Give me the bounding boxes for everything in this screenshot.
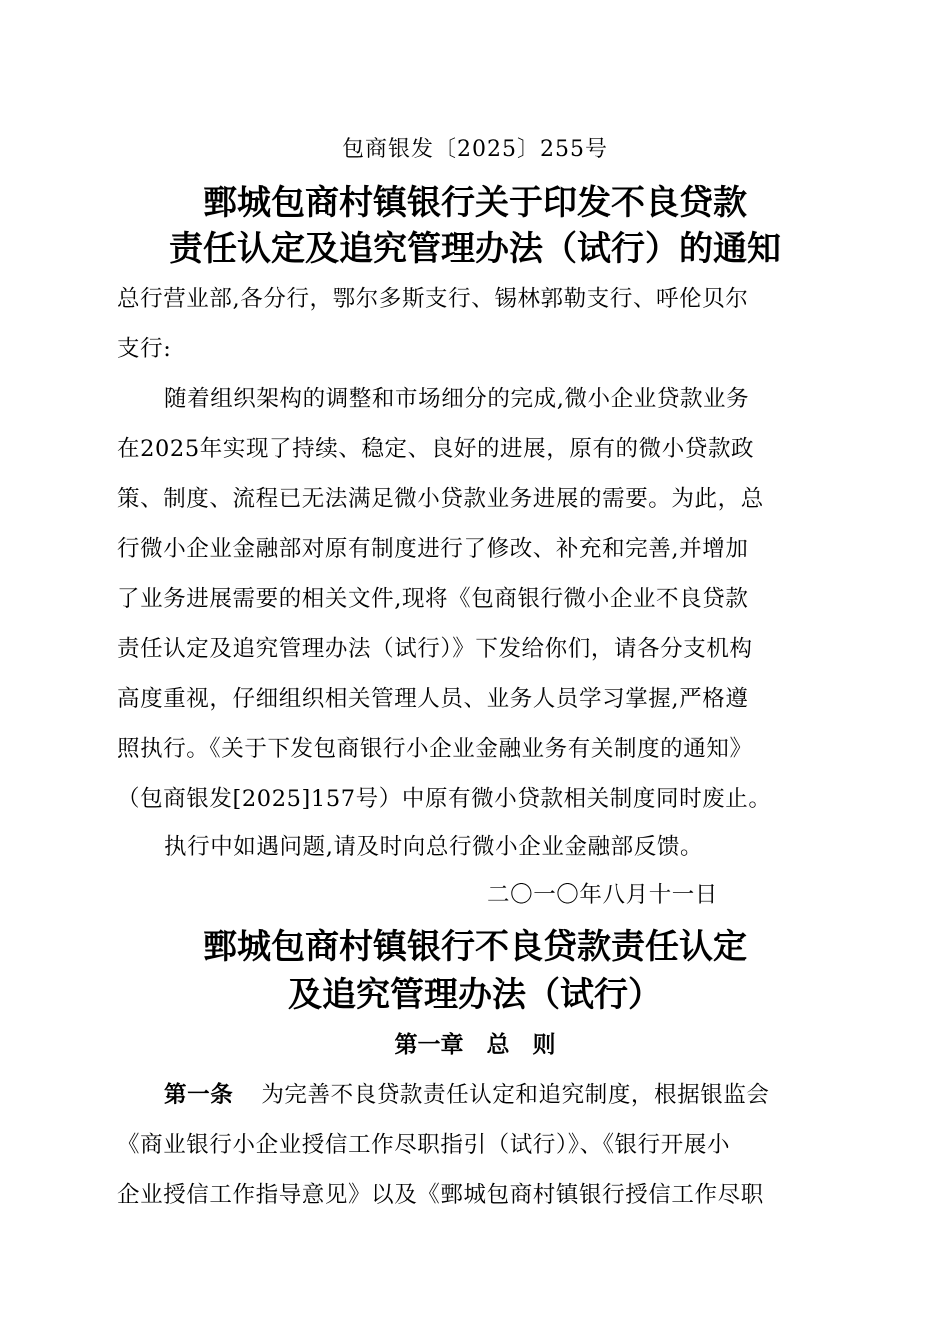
body-line: 照执行。《关于下发包商银行小企业金融业务有关制度的通知》 (117, 736, 753, 762)
body-line: 了业务进展需要的相关文件,现将《包商银行微小企业不良贷款 (117, 586, 749, 612)
chapter-heading: 第一章 总 则 (394, 1032, 556, 1058)
recipients-line-1: 总行营业部,各分行，鄂尔多斯支行、锡林郭勒支行、呼伦贝尔 (117, 286, 749, 312)
body-line: 高度重视，仔细组织相关管理人员、业务人员学习掌握,严格遵 (117, 686, 749, 712)
article-1-label: 第一条 (164, 1082, 234, 1108)
article-1-line-2: 《商业银行小企业授信工作尽职指引（试行）》、《银行开展小 (117, 1132, 731, 1158)
body-line: 在2025年实现了持续、稳定、良好的进展，原有的微小贷款政 (117, 436, 755, 462)
body-line: 责任认定及追究管理办法（试行）》下发给你们，请各分支机构 (117, 636, 753, 662)
article-1-line-3: 企业授信工作指导意见》以及《鄄城包商村镇银行授信工作尽职 (117, 1182, 764, 1208)
article-1-text: 为完善不良贷款责任认定和追究制度，根据银监会 (261, 1082, 770, 1108)
document-number: 包商银发〔2025〕255号 (342, 137, 608, 162)
body-line: 策、制度、流程已无法满足微小贷款业务进展的需要。为此，总 (117, 486, 764, 512)
feedback-line: 执行中如遇问题,请及时向总行微小企业金融部反馈。 (164, 834, 704, 860)
notice-title-line-1: 鄄城包商村镇银行关于印发不良贷款 (203, 183, 747, 223)
article-1-line-1 (164, 1078, 770, 1112)
body-line: 随着组织架构的调整和市场细分的完成,微小企业贷款业务 (164, 386, 750, 412)
notice-title-line-2: 责任认定及追究管理办法（试行）的通知 (169, 229, 781, 269)
body-line: （包商银发[2025]157号）中原有微小贷款相关制度同时废止。 (117, 786, 772, 812)
notice-date: 二〇一〇年八月十一日 (487, 882, 719, 908)
recipients-line-2: 支行: (117, 336, 172, 362)
measures-title-line-1: 鄄城包商村镇银行不良贷款责任认定 (203, 927, 747, 967)
body-line: 行微小企业金融部对原有制度进行了修改、补充和完善,并增加 (117, 536, 749, 562)
measures-title-line-2: 及追究管理办法（试行） (288, 975, 662, 1015)
